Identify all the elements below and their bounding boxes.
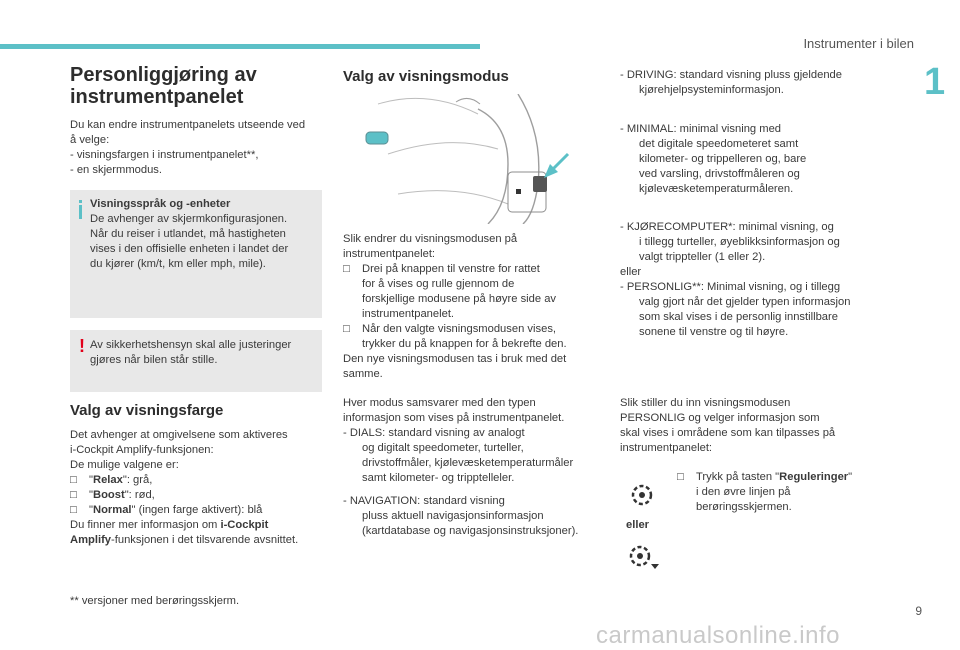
option-boost: □ "Boost": rød, bbox=[70, 489, 155, 501]
checkbox-bullet-icon: □ bbox=[70, 504, 77, 516]
section-title-mode: Valg av visningsmodus bbox=[343, 68, 509, 85]
mode-driving: - DRIVING: standard visning pluss gjeldende kjørehjelpsysteminformasjon. bbox=[620, 69, 842, 96]
mode-dials: - DIALS: standard visning av analogt bbox=[343, 427, 525, 439]
personlig-setup-text: Slik stiller du inn visningsmodusen PERSONLIG og velger informasjon som skal vises i områdene som kan tilpasses på instrumentpanelet: bbox=[620, 397, 836, 454]
info-line: vises i den offisielle enheten i landet der bbox=[90, 243, 289, 255]
watermark: carmanualsonline.info bbox=[596, 622, 840, 649]
option-relax: □ "Relax": grå, bbox=[70, 474, 153, 486]
checkbox-bullet-icon: □ bbox=[70, 489, 77, 501]
warning-icon: ! bbox=[79, 336, 85, 356]
mode-kjorecomputer: - KJØRECOMPUTER*: minimal visning, og i tillegg turteller, øyeblikksinformasjon og valgt trippteller (1 eller 2). eller - PERSONLIG**: Minimal visning, og i tillegg valg gjort når det gjelder typen informasjon som skal vises i de personlig innstillbare sonene til venstre og til høyre. bbox=[620, 221, 851, 338]
footnote: ** versjoner med berøringsskjerm. bbox=[70, 595, 240, 607]
info-line: du kjører (km/t, km eller mph, mile). bbox=[90, 258, 266, 270]
page-title: Personliggjøring av instrumentpanelet bbox=[70, 64, 257, 108]
color-text: Det avhenger at omgivelsene som aktiveres i-Cockpit Amplify-funksjonen: De mulige valgene er: □ "Relax": grå, □ "Boost": rød, □ "Normal" (ingen farge aktivert): blå Du finner mer informasjon om i-Cockpit Amplify-funksjonen i det tilsvarende avsnittet. bbox=[70, 428, 330, 548]
info-box-title: Visningsspråk og -enheter bbox=[90, 198, 231, 210]
option-normal: □ "Normal" (ingen farge aktivert): blå bbox=[70, 504, 263, 516]
checkbox-bullet-icon: □ bbox=[677, 471, 684, 483]
warning-line: gjøres når bilen står stille. bbox=[90, 354, 218, 366]
intro-text: Du kan endre instrumentpanelets utseende ved å velge: - visningsfargen i instrumentpanelet**, - en skjermmodus. bbox=[70, 119, 306, 176]
info-line: De avhenger av skjermkonfigurasjonen. bbox=[90, 213, 288, 225]
mode-instructions: Slik endrer du visningsmodusen på instrumentpanelet: □ Drei på knappen til venstre for rattet for å vises og rulle gjennom de forskjellige modusene på høyre side av instrumentpanelet. □ Når den valgte visningsmodusen vises, trykker du på knappen for å bekrefte den. Den nye visningsmodusen tas i bruk med det samme. bbox=[343, 233, 567, 380]
warning-line: Av sikkerhetshensyn skal alle justeringer bbox=[90, 339, 292, 351]
eller-label: eller bbox=[626, 519, 650, 531]
warning-box bbox=[70, 330, 322, 392]
section-title-color: Valg av visningsfarge bbox=[70, 402, 224, 419]
mode-list: Hver modus samsvarer med den typen informasjon som vises på instrumentpanelet. - DIALS: standard visning av analogt og digitalt speedometer, turteller, drivstoffmåler, kjølevæsketemperaturmåler samt kilometer- og tripptelleler. - NAVIGATION: standard visning pluss aktuell navigasjonsinformasjon (kartdatabase og navigasjonsinstruksjoner). bbox=[343, 396, 603, 539]
steering-wheel-illustration bbox=[358, 94, 578, 224]
info-icon bbox=[79, 200, 82, 219]
press-settings-text: □ Trykk på tasten "Reguleringer" i den øvre linjen på berøringsskjermen. bbox=[677, 471, 853, 513]
checkbox-bullet-icon: □ bbox=[70, 474, 77, 486]
running-title: Instrumenter i bilen bbox=[803, 36, 914, 51]
gear-icon bbox=[627, 480, 657, 510]
checkbox-bullet-icon: □ bbox=[343, 263, 350, 275]
checkbox-bullet-icon: □ bbox=[343, 323, 350, 335]
page-number: 9 bbox=[915, 604, 922, 618]
chapter-number: 1 bbox=[924, 61, 946, 103]
info-line: Når du reiser i utlandet, må hastigheten bbox=[90, 228, 286, 240]
mode-minimal: - MINIMAL: minimal visning med det digitale speedometeret samt kilometer- og trippelleren og, bare ved varsling, drivstoffmåleren og kjølevæsketemperaturmåleren. bbox=[620, 123, 807, 195]
header-accent-bar bbox=[0, 44, 480, 49]
mode-navigation: - NAVIGATION: standard visning bbox=[343, 495, 505, 507]
info-box bbox=[70, 190, 322, 318]
gear-dropdown-icon bbox=[627, 542, 661, 572]
